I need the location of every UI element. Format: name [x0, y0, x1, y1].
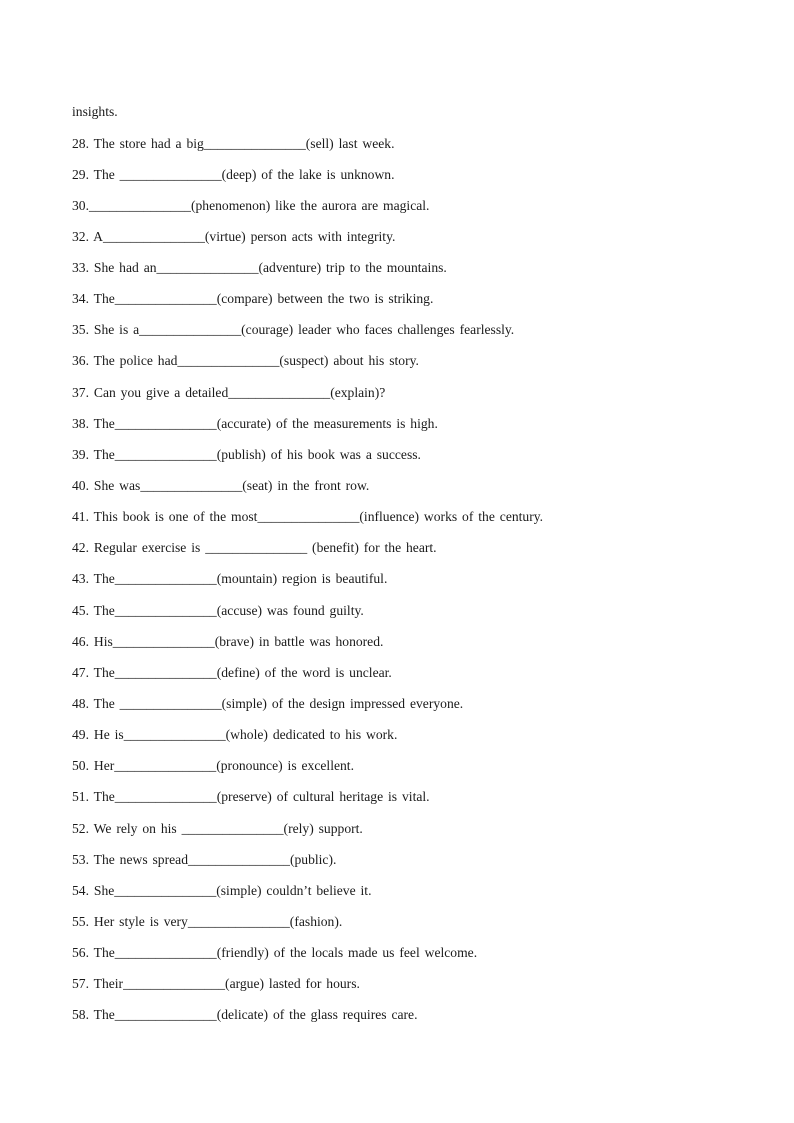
exercise-list — [72, 102, 732, 1037]
continued-line: insights. — [72, 104, 118, 119]
exercise-item-28: 28. The store had a big_______________(sell) last week. — [72, 135, 395, 151]
exercise-item-39: 39. The_______________(publish) of his book was a success. — [72, 446, 421, 462]
exercise-item-57: 57. Their_______________(argue) lasted for hours. — [72, 976, 360, 992]
exercise-item-40: 40. She was_______________(seat) in the front row. — [72, 478, 370, 494]
exercise-item-48: 48. The _______________(simple) of the design impressed everyone. — [72, 696, 464, 712]
exercise-item-42: 42. Regular exercise is _______________ (benefit) for the heart. — [72, 540, 437, 556]
exercise-item-52: 52. We rely on his _______________(rely) support. — [72, 820, 363, 836]
exercise-item-51: 51. The_______________(preserve) of cultural heritage is vital. — [72, 789, 430, 805]
exercise-item-41: 41. This book is one of the most_______________(influence) works of the century. — [72, 509, 544, 525]
exercise-item-56: 56. The_______________(friendly) of the locals made us feel welcome. — [72, 945, 478, 961]
exercise-item-34: 34. The_______________(compare) between the two is striking. — [72, 291, 434, 307]
exercise-item-53: 53. The news spread_______________(public). — [72, 851, 337, 867]
exercise-item-32: 32. A_______________(virtue) person acts with integrity. — [72, 228, 396, 244]
exercise-item-54: 54. She_______________(simple) couldn’t believe it. — [72, 882, 372, 898]
exercise-item-58: 58. The_______________(delicate) of the glass requires care. — [72, 1007, 418, 1023]
exercise-item-30: 30._______________(phenomenon) like the aurora are magical. — [72, 197, 430, 213]
exercise-item-55: 55. Her style is very_______________(fashion). — [72, 914, 343, 930]
exercise-item-47: 47. The_______________(define) of the word is unclear. — [72, 664, 392, 680]
exercise-item-29: 29. The _______________(deep) of the lake is unknown. — [72, 166, 395, 182]
exercise-item-49: 49. He is_______________(whole) dedicated to his work. — [72, 727, 398, 743]
exercise-item-45: 45. The_______________(accuse) was found guilty. — [72, 602, 364, 618]
exercise-item-35: 35. She is a_______________(courage) leader who faces challenges fearlessly. — [72, 322, 515, 338]
exercise-item-38: 38. The_______________(accurate) of the measurements is high. — [72, 415, 438, 431]
exercise-item-46: 46. His_______________(brave) in battle was honored. — [72, 633, 384, 649]
exercise-item-36: 36. The police had_______________(suspect) about his story. — [72, 353, 419, 369]
exercise-item-33: 33. She had an_______________(adventure) trip to the mountains. — [72, 260, 447, 276]
exercise-item-37: 37. Can you give a detailed_______________(explain)? — [72, 384, 386, 400]
exercise-item-50: 50. Her_______________(pronounce) is excellent. — [72, 758, 354, 774]
exercise-item-43: 43. The_______________(mountain) region is beautiful. — [72, 571, 388, 587]
